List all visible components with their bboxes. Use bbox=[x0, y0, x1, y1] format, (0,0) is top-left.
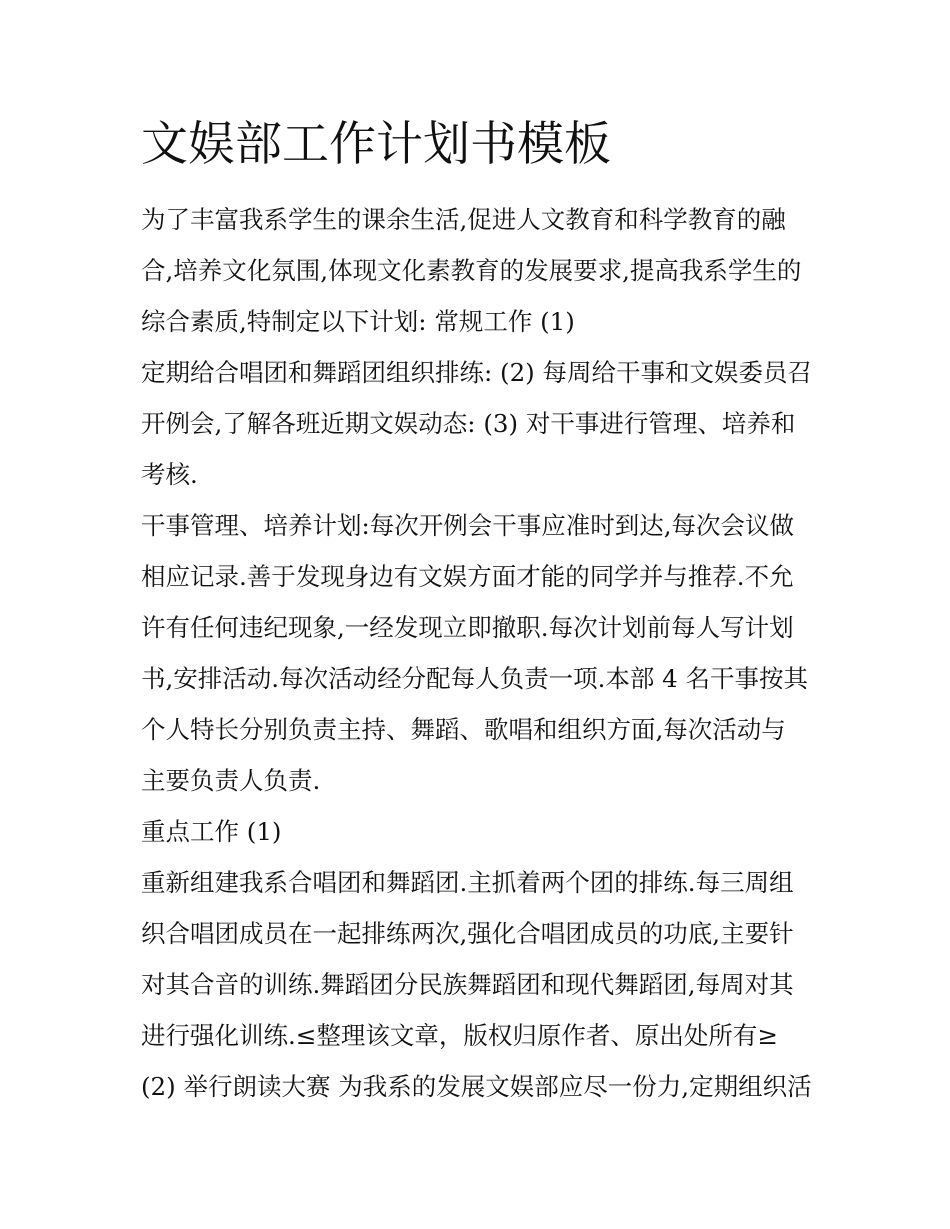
text-line: 重点工作 (1) bbox=[141, 817, 282, 846]
document-title: 文娱部工作计划书模板 bbox=[141, 117, 611, 172]
paragraph-routine-work bbox=[141, 347, 821, 500]
text-line: 个人特长分别负责主持、舞蹈、歌唱和组织方面,每次活动与 bbox=[141, 715, 786, 744]
text-line: 进行强化训练.≤整理该文章，版权归原作者、原出处所有≥ bbox=[141, 1021, 778, 1050]
text-line: 综合素质,特制定以下计划: 常规工作 (1) bbox=[141, 307, 575, 336]
text-line: 开例会,了解各班近期文娱动态: (3) 对干事进行管理、培养和 bbox=[141, 409, 796, 438]
text-line: (2) 举行朗读大赛 为我系的发展文娱部应尽一份力,定期组织活 bbox=[141, 1072, 812, 1101]
text-line: 主要负责人负责. bbox=[141, 766, 321, 795]
text-line: 考核. bbox=[141, 460, 198, 489]
text-line: 为了丰富我系学生的课余生活,促进人文教育和科学教育的融 bbox=[141, 205, 786, 234]
paragraph-key-work bbox=[141, 857, 821, 1112]
text-line: 合,培养文化氛围,体现文化素教育的发展要求,提高我系学生的 bbox=[141, 256, 802, 285]
paragraph-intro bbox=[141, 194, 821, 347]
paragraph-staff-management bbox=[141, 500, 821, 806]
text-line: 书,安排活动.每次活动经分配每人负责一项.本部 4 名干事按其 bbox=[141, 664, 809, 693]
text-line: 重新组建我系合唱团和舞蹈团.主抓着两个团的排练.每三周组 bbox=[141, 868, 794, 897]
text-line: 织合唱团成员在一起排练两次,强化合唱团成员的功底,主要针 bbox=[141, 919, 794, 948]
text-line: 相应记录.善于发现身边有文娱方面才能的同学并与推荐.不允 bbox=[141, 562, 794, 591]
text-line: 干事管理、培养计划:每次开例会干事应准时到达,每次会议做 bbox=[141, 511, 795, 540]
document-page bbox=[141, 112, 821, 1112]
text-line: 定期给合唱团和舞蹈团组织排练: (2) 每周给干事和文娱委员召 bbox=[141, 358, 813, 387]
paragraph-key-work-heading bbox=[141, 806, 821, 857]
text-line: 对其合音的训练.舞蹈团分民族舞蹈团和现代舞蹈团,每周对其 bbox=[141, 970, 794, 999]
text-line: 许有任何违纪现象,一经发现立即撤职.每次计划前每人写计划 bbox=[141, 613, 794, 642]
